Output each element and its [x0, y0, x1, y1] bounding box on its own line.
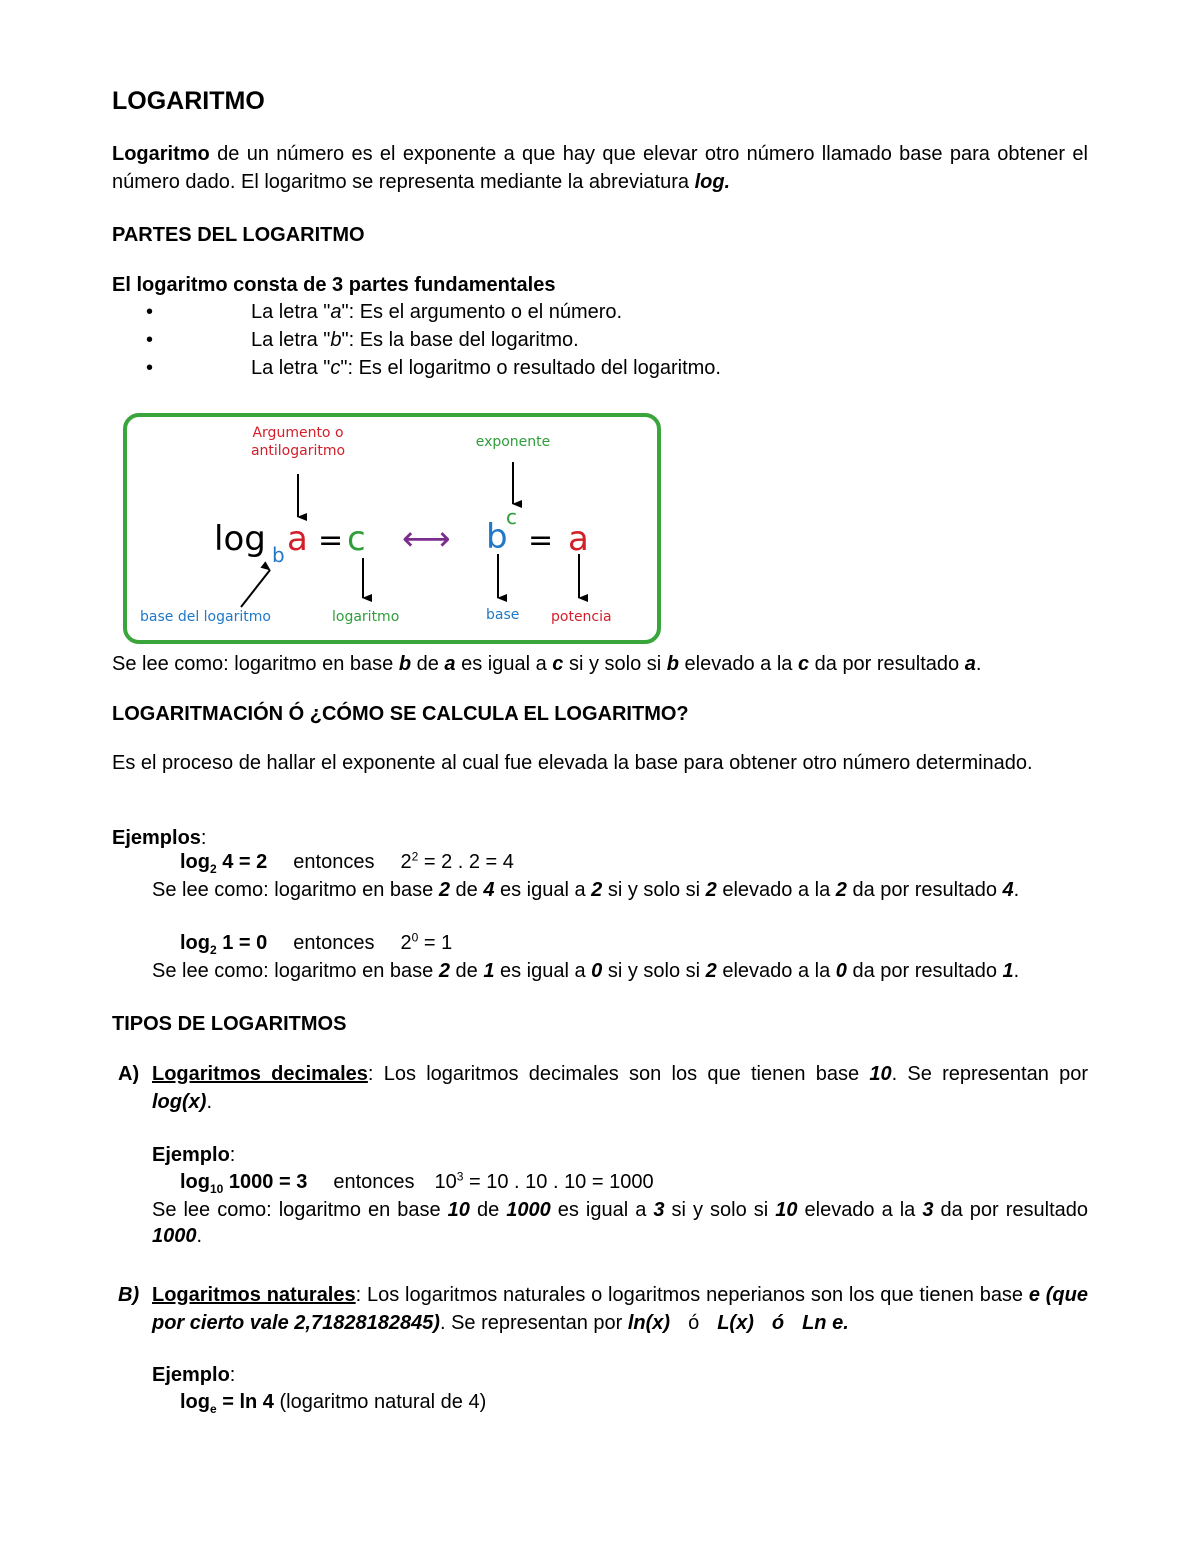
tipo-a-example-label: Ejemplo: — [152, 1144, 236, 1166]
tipo-a-example-formula: $\log_{10} 1000 = 3$ entonces $10^3 = 10$ . 10 . 10 = 1000 — [180, 1169, 654, 1196]
tipo-a-marker: A) — [118, 1063, 140, 1085]
formula-a: a — [287, 519, 308, 559]
bullet-icon: • — [146, 329, 154, 351]
parts-list — [112, 298, 1088, 382]
formula-log: log — [214, 519, 266, 559]
formula-b: b — [486, 517, 508, 557]
examples-label: Ejemplos: — [112, 827, 207, 849]
intro-abbrev: log. — [694, 171, 731, 193]
example-1-reading: Se lee como: logaritmo en base 2 de 4 es igual a 2 si y solo si 2 elevado a la 2 da por resultado 4. — [152, 879, 1020, 901]
tipo-b-example-label: Ejemplo: — [152, 1364, 236, 1386]
list-item: • La letra "a": Es el argumento o el número. — [112, 298, 1088, 326]
formula-c: c — [347, 519, 366, 559]
intro-paragraph — [112, 140, 1088, 196]
label-base: base — [486, 607, 520, 623]
bullet-icon: • — [146, 357, 154, 379]
formula-eq1: = — [318, 523, 344, 558]
intro-text: de un número es el exponente a que hay que elevar otro número llamado base para obtener el número dado. El logaritmo se representa mediante la abreviatura — [112, 143, 1088, 193]
tipo-b-paragraph: Logaritmos naturales: Los logaritmos naturales o logaritmos neperianos son los que tienen base e (que por cierto vale 2,71828182845). Se representan por ln(x) ó L(x) ó Ln e. — [152, 1284, 1088, 1334]
list-item: • La letra "c": Es el logaritmo o resultado del logaritmo. — [112, 354, 1088, 382]
formula-a2: a — [568, 519, 589, 559]
page-title: LOGARITMO — [112, 87, 265, 115]
parts-subheading: El logaritmo consta de 3 partes fundamentales — [112, 274, 556, 296]
intro-term: Logaritmo — [112, 143, 210, 165]
logarithm-diagram — [122, 412, 662, 645]
label-argument-line1: Argumento o — [252, 425, 344, 441]
tipos-heading: TIPOS DE LOGARITMOS — [112, 1013, 347, 1035]
example-2-reading: Se lee como: logaritmo en base 2 de 1 es igual a 0 si y solo si 2 elevado a la 0 da por resultado 1. — [152, 960, 1020, 982]
parts-heading: PARTES DEL LOGARITMO — [112, 224, 365, 246]
formula-sub-b: b — [272, 543, 285, 567]
label-logaritmo: logaritmo — [332, 609, 400, 625]
tipo-a-paragraph: Logaritmos decimales: Los logaritmos decimales son los que tienen base 10. Se representan por log(x). — [152, 1063, 1089, 1113]
label-potencia: potencia — [551, 609, 612, 625]
formula-sup-c: c — [506, 505, 517, 529]
example-1-formula: $\log_2 4 = 2$ entonces $2^2 = 2$ . 2 = 4 — [180, 849, 514, 876]
label-base-log: base del logaritmo — [140, 609, 271, 625]
reading-line: Se lee como: logaritmo en base b de a es igual a c si y solo si b elevado a la c da por resultado a. — [112, 653, 982, 675]
logaritmacion-text: Es el proceso de hallar el exponente al cual fue elevada la base para obtener otro número determinado. — [112, 752, 1033, 774]
formula-eq2: = — [528, 523, 554, 558]
tipo-b-marker: B) — [118, 1284, 140, 1306]
tipo-a-example-reading: Se lee como: logaritmo en base 10 de 1000 es igual a 3 si y solo si 10 elevado a la 3 da por resultado 1000. — [152, 1199, 1088, 1247]
example-2-formula: $\log_2 1 = 0$ entonces $2^0 = 1$ — [180, 930, 453, 957]
label-exponent: exponente — [475, 434, 551, 450]
double-arrow-icon: ⟷ — [402, 519, 451, 559]
label-argument-line2: antilogaritmo — [250, 443, 346, 459]
tipo-b-example-formula: $\log_e = \ln 4$ (logaritmo natural de 4) — [180, 1391, 487, 1416]
logaritmacion-heading: LOGARITMACIÓN Ó ¿CÓMO SE CALCULA EL LOGARITMO? — [112, 703, 689, 725]
bullet-icon: • — [146, 301, 154, 323]
list-item: • La letra "b": Es la base del logaritmo. — [112, 326, 1088, 354]
